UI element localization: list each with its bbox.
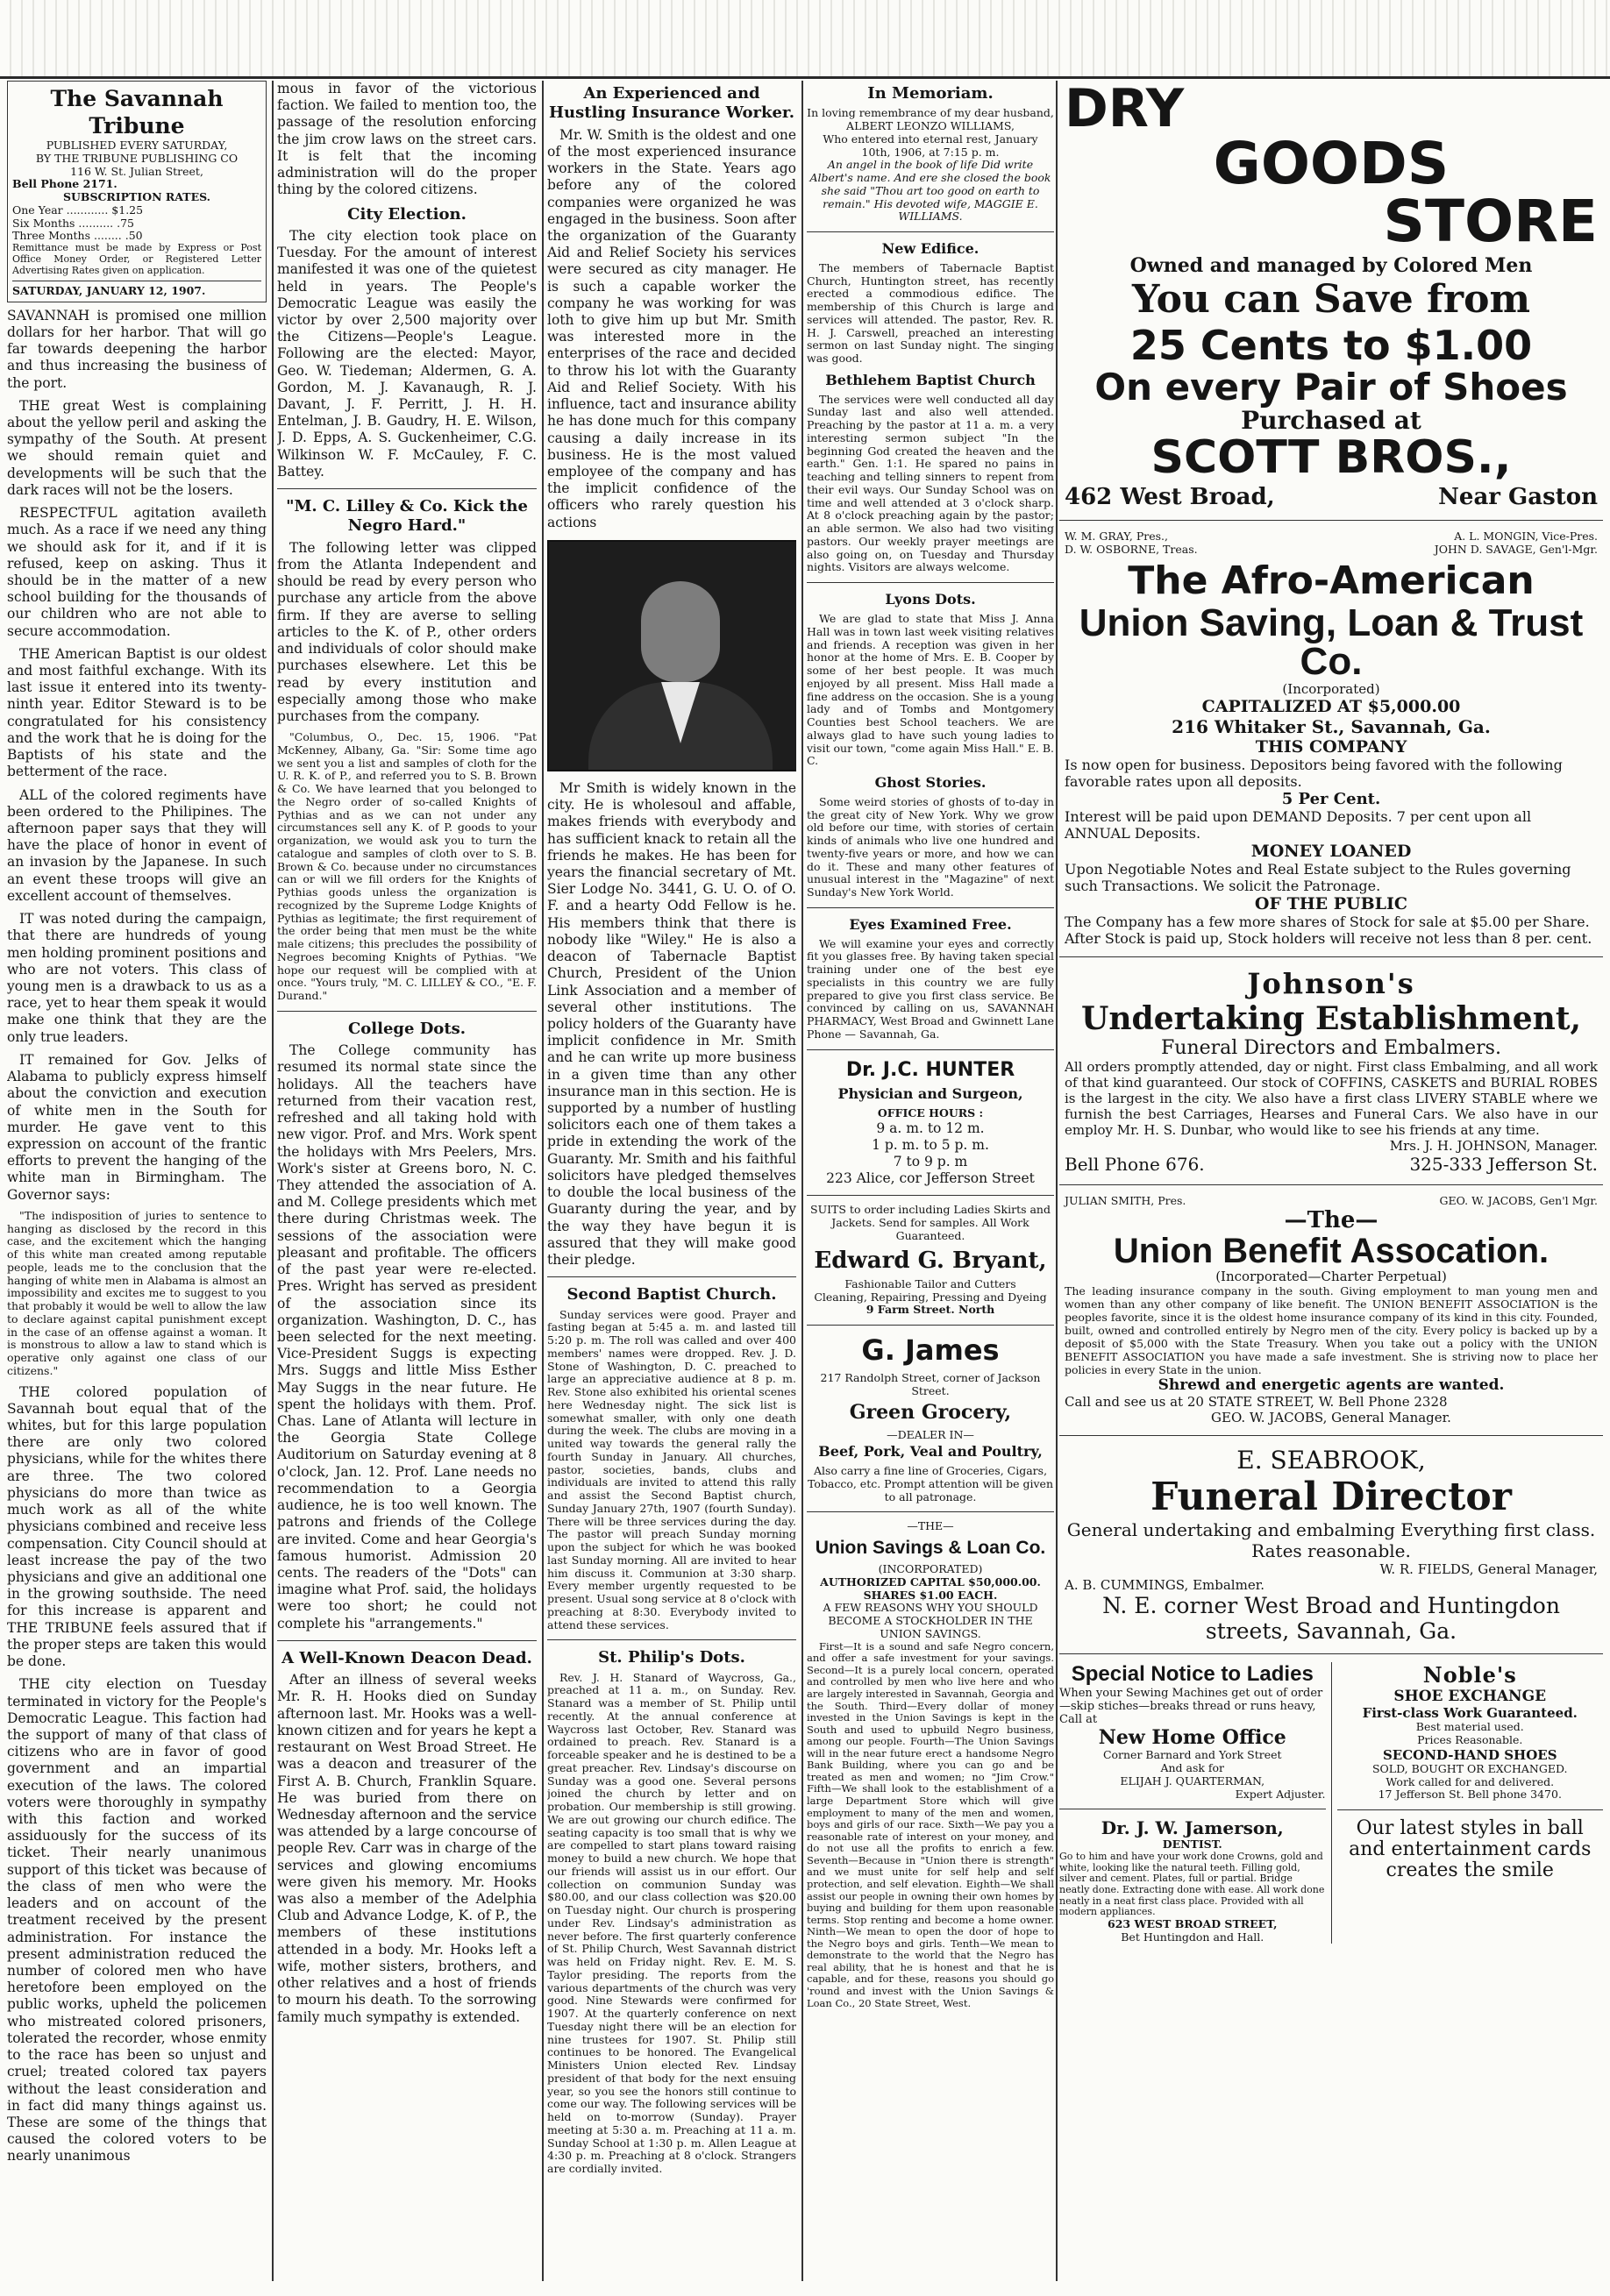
article-insurance-worker-2: Mr Smith is widely known in the city. He is wholesoul and affable, makes friends with everybody and has sufficient knack to retain all the friends he makes. He has been for years the financial secretary of Mt. Sier Lodge No. 3441, G. U. O. of O. F. and a hearty Odd Fellow is he. His members think that there is nobody like "Wiley." He is also a deacon of Tabernacle Baptist Church, President of the Union Link Association and a member of several other institutions. The policy holders of the Guaranty have implicit confidence in Mr. Smith and he can write up more business in a given time than any other insurance man in this section. He is supported by a number of hustling solicitors each one of them takes a pride in extending the work of the Guaranty. Mr. Smith and his faithful solicitors have pledged themselves to double the local business of the Guaranty during the year, and by the way they have begun it is assured that they will make good their pledge.	[547, 779, 796, 1268]
afro-stock: The Company has a few more shares of Stock for sale at $5.00 per Share. After Stock is paid up, Stock holders will receive not less than 8 per. cent.	[1065, 913, 1592, 947]
rate-six-months: Six Months .......... .75	[12, 216, 135, 230]
johnson-name: Johnson's	[1247, 966, 1415, 1000]
noble-sold: SOLD, BOUGHT OR EXCHANGED.	[1371, 1761, 1568, 1775]
hunter-address: 223 Alice, cor Jefferson Street	[826, 1170, 1035, 1187]
dry-goods-owned: Owned and managed by Colored Men	[1129, 254, 1533, 277]
afro-this-company: THIS COMPANY	[1255, 736, 1407, 757]
memoriam-date: Who entered into eternal rest, January 10th, 1906, at 7:15 p. m.	[823, 132, 1038, 159]
afro-address: 216 Whitaker St., Savannah, Ga.	[1172, 715, 1491, 737]
jamerson-address-2: Bet Huntingdon and Hall.	[1121, 1930, 1264, 1944]
union-inc: (INCORPORATED)	[878, 1562, 983, 1576]
editorial-agitation: RESPECTFUL agitation availeth much. As a race if we need any thing we should ask for it, and if it is refused, keep on asking. Thus it should be in the matter of a new school building for the thousands of our children who are not able to secure accommodation.	[7, 505, 267, 639]
hunter-hours-3: 7 to 9 p. m	[893, 1153, 968, 1169]
masthead-line1: PUBLISHED EVERY SATURDAY,	[46, 139, 228, 152]
continued-text: mous in favor of the victorious faction. We failed to mention too, the passage of the resolution enforcing the jim crow laws on the street cars. It is felt that the incoming administration will do the proper thing by the colored citizens.	[277, 81, 537, 198]
article-lyons-dots: We are glad to state that Miss J. Anna Hall was in town last week visiting relatives and friends. A reception was given in her honor at the home of Mrs. E. B. Cooper by some of her best people. It was much enjoyed by all present. Miss Hall made a fine address on the occasion. She is a young lady and of Tombs and Montgomery Counties best School teachers. We are always glad to have such young ladies to visit our town, "come again Miss Hall." E. B. C.	[807, 612, 1054, 768]
headline-ghost-stories: Ghost Stories.	[874, 774, 987, 792]
seabrook-embalmer: A. B. CUMMINGS, Embalmer.	[1065, 1577, 1264, 1594]
uba-agents: Shrewd and energetic agents are wanted.	[1158, 1376, 1505, 1395]
union-capital: AUTHORIZED CAPITAL $50,000.00.	[820, 1575, 1041, 1589]
portrait-photo	[547, 540, 796, 771]
jamerson-body: Go to him and have your work done Crowns, gold and white, looking like the natural teeth. Filling gold, silver and cement. Plates, full or partial. Bridge neatly done. Extracting done with ease. All work done neatly in a neat first class place. Provided with all modern appliances.	[1059, 1851, 1325, 1918]
afro-loan: Upon Negotiable Notes and Real Estate subject to the Rules governing such Transactions. We solicit the Patronage.	[1065, 860, 1571, 894]
article-bethlehem: The services were well conducted all day Sunday last and also well attended. Preaching by the pastor at 11 a. m. a very interesting sermon subject "In the beginning God created the heaven and the earth." Gen. 1:1. He spared no pains in teaching and telling sinners to repent from their evil ways. Our Sunday School was on time and well attended at 3 o'clock sharp. At 8 o'clock preaching again by the pastor; an able sermon. We also had two visiting pastors. Our weekly prayer meetings are also going on, on Tuesday and Thursday nights. Visitors are always welcome.	[807, 392, 1054, 574]
headline-lilley: "M. C. Lilley & Co. Kick the Negro Hard."	[286, 497, 528, 536]
editorial-gov-jelks: IT remained for Gov. Jelks of Alabama to publicly express himself about the conviction and execution of white men in the South for murder. He gave vent to this expression on account of the frantic efforts to prevent the hanging of the white man in Birmingham. The Governor says:	[7, 1051, 267, 1203]
uba-call: Call and see us at 20 STATE STREET, W. Bell Phone 2328	[1065, 1394, 1448, 1411]
headline-lyons-dots: Lyons Dots.	[885, 591, 976, 608]
memoriam-verse: An angel in the book of life Did write Albert's name. And ere she closed the book she said "Thou art too good on earth to remain." His devoted wife, MAGGIE E. WILLIAMS.	[809, 158, 1051, 224]
article-lilley-letter: "Columbus, O., Dec. 15, 1906. "Pat McKenney, Albany, Ga. "Sir: Some time ago we sent you a list and samples of cloth for the U. R. K. of P., and referred you to S. B. Brown & Co. We have learned that you belonged to the Negro order of so-called Knights of Pythias and as we can not under any circumstances sell any K. of P. goods to your organization, we would ask you to turn the catalogue and samples of cloth over to S. B. Brown & Co. because under no circumstances can or will we fill orders for the Knights of Pythias goods unless the organization is recognized by the Supreme Lodge Knights of Pythias as legitimate; the first requirement of the order being that men must be the white male citizens; this precludes the possibility of Negroes becoming Knights of Pythias. "We hope our request will be complied with at once. "Yours truly, "M. C. LILLEY & CO., "E. F. Durand."	[277, 730, 537, 1003]
noble-work: First-class Work Guaranteed.	[1362, 1705, 1578, 1722]
hunter-title: Physician and Surgeon,	[837, 1084, 1023, 1102]
afro-officer-3: D. W. OSBORNE, Treas.	[1065, 542, 1198, 556]
noble-title: SHOE EXCHANGE	[1393, 1688, 1547, 1706]
james-dealer: —DEALER IN—	[887, 1427, 974, 1441]
masthead-phone: Bell Phone 2171.	[12, 177, 118, 191]
ad-james	[807, 1333, 1054, 1503]
noble-second-hand: SECOND-HAND SHOES	[1382, 1746, 1557, 1763]
ladies-corner: Corner Barnard and York Street	[1102, 1748, 1282, 1762]
column-rule-3	[801, 81, 803, 2281]
afro-title-2: Union Saving, Loan & Trust Co.	[1079, 601, 1584, 683]
editorial-city-election: THE city election on Tuesday terminated in victory for the People's Democratic League. This faction had the support of many of that class of citizens who are in favor of good government and an impartial execution of the laws. The colored voters were thoroughly in sympathy with this faction and worked assiduously for the success of its ticket. Their nearly unanimous support of this ticket was because of the class of men who were the leaders and on account of the treatment received by the present administration. For instance the present administration reduced the number of colored men who have heretofore been employed on the public works, upheld the policemen who mistreated colored prisoners, tolerated the recorder, whose enmity to the race has been so unjust and cruel; treated colored tax payers without the least consideration and in fact did many things against us. These are some of the things that caused the colored voters to be nearly unanimous	[7, 1676, 267, 2164]
column-1	[7, 81, 267, 2281]
rate-one-year: One Year ............ $1.25	[12, 203, 144, 217]
uba-officer-2: GEO. W. JACOBS, Gen'l Mgr.	[1439, 1193, 1598, 1207]
seabrook-name: E. SEABROOK,	[1236, 1446, 1426, 1475]
bryant-name: Edward G. Bryant,	[814, 1247, 1047, 1274]
masthead-line2: BY THE TRIBUNE PUBLISHING CO	[35, 151, 239, 165]
seabrook-manager: W. R. FIELDS, General Manager,	[1379, 1561, 1598, 1578]
issue-date: SATURDAY, JANUARY 12, 1907.	[12, 283, 206, 297]
jamerson-address: 623 WEST BROAD STREET,	[1108, 1916, 1278, 1930]
seabrook-address: N. E. corner West Broad and Huntingdon streets, Savannah, Ga.	[1102, 1593, 1560, 1645]
bryant-top: SUITS to order including Ladies Skirts and Jackets. Send for samples. All Work Guaranteed.	[810, 1203, 1051, 1242]
bryant-address: 9 Farm Street. North	[866, 1303, 995, 1317]
article-st-philips: Rev. J. H. Stanard of Waycross, Ga., preached at 11 a. m., on Sunday. Rev. Stanard was a member of St. Philip until recently. At the annual conference at Waycross last October, Rev. Stanard was ordained to preach. Rev. Stanard is a forceable speaker and he is destined to be a great preacher. Rev. Lindsay's discourse on Sunday was a good one. Several persons joined the church by letter and on probation. Our membership is still growing. We are out growing our church edifice. The seating capacity is too small that is why we are compelled to start plans toward raising money to build a new church. We hope that our friends will assist us in our effort. Our collection on communion Sunday was $80.00, and our class collection was $20.00 on Tuesday night. Our church is prospering under Rev. Lindsay's administration as never before. The first quarterly conference of St. Philip Church, West Savannah district was held on Friday night. Rev. E. M. S. Taylor presiding. The reports from the various departments of the church was very good. Nine Stewards were confirmed for 1907. At the quarterly conference on next Tuesday night there will be an election for nine trustees for 1907. St. Philip still continues to be honored. The Evangelical Ministers Union elected Rev. Lindsay president of that body for the next ensuing year, so you see the honors still continue to come our way. The following services will be held on to-morrow (Sunday). Prayer meeting at 5:30 a. m. Preaching at 11 a. m. Sunday School at 1:30 p. m. Allen League at 4:30 p. m. Preaching at 8 o'clock. Strangers are cordially invited.	[547, 1670, 796, 2176]
editorial-young-men: IT was noted during the campaign, that there are hundreds of young men holding prominent positions and who are not voters. This class of young men is a drawback to us as a race, yet to hear them speak it would make one think that they are the only true leaders.	[7, 911, 267, 1045]
column-4	[807, 81, 1054, 2281]
headline-st-philips: St. Philip's Dots.	[598, 1648, 745, 1667]
hunter-name: Dr. J.C. HUNTER	[845, 1058, 1015, 1081]
seabrook-body: General undertaking and embalming Everything first class. Rates reasonable.	[1066, 1519, 1596, 1562]
hunter-hours-1: 9 a. m. to 12 m.	[876, 1120, 985, 1136]
article-eyes-examined: We will examine your eyes and correctly fit you glasses free. By having taken special training under one of the best eye specialists in this country we are fully prepared to give you first class service. Be convinced by calling on us, SAVANNAH PHARMACY, West Broad and Gwinnett Lane Phone — Savannah, Ga.	[807, 936, 1054, 1041]
bryant-line2: Cleaning, Repairing, Pressing and Dyeing	[814, 1290, 1047, 1304]
james-green: Green Grocery,	[849, 1401, 1012, 1425]
noble-prices: Prices Reasonable.	[1417, 1733, 1523, 1746]
uba-officer-1: JULIAN SMITH, Pres.	[1065, 1193, 1186, 1207]
uba-the: —The—	[1284, 1207, 1378, 1234]
ladies-head: Special Notice to Ladies	[1071, 1662, 1314, 1687]
afro-open: Is now open for business. Depositors being favored with the following favorable rates upon all deposits.	[1065, 756, 1563, 790]
headline-college-dots: College Dots.	[347, 1019, 467, 1038]
ladies-ask: And ask for	[1160, 1761, 1225, 1774]
union-shares: SHARES $1.00 EACH.	[863, 1588, 998, 1602]
james-address: 217 Randolph Street, corner of Jackson Street.	[820, 1370, 1041, 1397]
headline-new-edifice: New Edifice.	[881, 240, 980, 258]
dry-goods-address: 462 West Broad,	[1065, 484, 1275, 510]
jamerson-title: DENTIST.	[1162, 1838, 1222, 1852]
afro-money-loaned: MONEY LOANED	[1250, 841, 1412, 861]
article-ghost-stories: Some weird stories of ghosts of to-day in the great city of New York. Why we grow old before our time, with stories of certain kinds of animals who live one hundred and twenty-five years or more, and how we can do it. These and many other features of unusual interest in the "Magazine" of next Sunday's New York World.	[807, 794, 1054, 899]
ladies-adjuster: Expert Adjuster.	[1235, 1787, 1326, 1801]
top-border	[0, 0, 1610, 79]
johnson-body: All orders promptly attended, day or night. First class Embalming, and all work of that kind guaranteed. Our stock of COFFINS, CASKETS and BURIAL ROBES is the largest in the city. We also have a first class LIVERY STABLE where we furnish the best Carriages, Hearses and Funeral Cars. We also have in our employ Mr. H. S. Dunbar, who would like to see his friends at any time.	[1065, 1058, 1598, 1138]
afro-officer-2: A. L. MONGIN, Vice-Pres.	[1454, 530, 1598, 543]
dry-goods-purchased: Purchased at	[1241, 406, 1421, 435]
ad-dr-hunter	[807, 1058, 1054, 1188]
afro-interest: Interest will be paid upon DEMAND Deposits. 7 per cent upon all ANNUAL Deposits.	[1065, 807, 1532, 842]
memoriam-intro: In loving remembrance of my dear husband,	[807, 106, 1054, 120]
masthead-title: The Savannah Tribune	[50, 86, 224, 139]
editorial-gov-quote: "The indisposition of juries to sentence to hanging as disclosed by the record in this case, and the excitement which the hanging of this white man created among reputable people, leads me to the conclusion that the hanging of white men in Alabama is almost an impossibility and excites me to suggest to you that probably it would be well to allow the law to declare against capital punishment except in the case of an offense against a woman. It is monstrous to allow a law to stand which is operative only against one class of our citizens."	[7, 1208, 267, 1377]
rates-heading: SUBSCRIPTION RATES.	[62, 190, 211, 203]
headline-in-memoriam: In Memoriam.	[867, 84, 994, 103]
ad-dry-goods	[1059, 81, 1603, 512]
memoriam-name: ALBERT LEONZO WILLIAMS,	[846, 119, 1015, 133]
dry-goods-amount: 25 Cents to $1.00	[1129, 322, 1533, 369]
ad-nobles	[1331, 1662, 1604, 1944]
uba-manager: GEO. W. JACOBS, General Manager.	[1211, 1410, 1451, 1426]
bryant-line1: Fashionable Tailor and Cutters	[844, 1276, 1016, 1290]
afro-capital: CAPITALIZED AT $5,000.00	[1201, 696, 1461, 716]
noble-called: Work called for and delivered.	[1386, 1774, 1555, 1788]
hunter-hours-head: OFFICE HOURS :	[877, 1105, 984, 1120]
column-rule-4	[1056, 81, 1058, 2281]
afro-inc: (Incorporated)	[1282, 680, 1380, 697]
dry-goods-scott: SCOTT BROS.,	[1151, 431, 1512, 484]
dry-goods-shoes: On every Pair of Shoes	[1094, 366, 1568, 409]
rate-three-months: Three Months ........ .50	[12, 229, 143, 243]
afro-officer-1: W. M. GRAY, Pres.,	[1065, 530, 1169, 543]
article-college-dots: The College community has resumed its normal state since the holidays. All the teachers have returned from their vacation rest, refreshed and all taking hold with new vigor. Prof. and Mrs. Work spent the holidays with Mrs Peelers, Mrs. Work's sister at Greens boro, N. C. They attended the association of A. and M. College presidents which met there during Christmas week. The sessions of the association were pleasant and profitable. The officers of the past year were re-elected. Pres. Wright has served as president of the association since its organization. Washington, D. C., has been selected for the next meeting. Vice-President Suggs is expecting Mrs. Suggs and little Miss Esther May Suggs in the near future. He spent the holidays with them. Prof. Chas. Lane of Atlanta will lecture in the Georgia State College Auditorium on Saturday evening at 8 o'clock, Jan. 12. Prof. Lane needs no recommendation to a Georgia audience, he is too well known. The patrons and friends of the College are invited. Come and hear Georgia's famous humorist. Admission 20 cents. The readers of the "Dots" can imagine what Prof. said, the holidays were too short; he could not complete his "arrangements."	[277, 1042, 537, 1631]
johnson-title: Undertaking Establishment,	[1080, 999, 1582, 1037]
ladies-name: ELIJAH J. QUARTERMAN,	[1120, 1774, 1265, 1788]
headline-city-election: City Election.	[347, 204, 467, 224]
james-meat: Beef, Pork, Veal and Poultry,	[818, 1443, 1043, 1461]
rate-note: Remittance must be made by Express or Post Office Money Order, or Registered Letter Advertising Rates given on application.	[12, 242, 261, 276]
uba-body: The leading insurance company in the south. Giving employment to man young men and women than any other company of like benefit. The UNION BENEFIT ASSOCIATION is the peoples favorite, since it is the oldest home insurance company of its kind in this city. Founded, built, owned and controlled entirely by Negro men of the city. Every policy is backed up by a deposit of $5,000 with the State Treasury. When you take out a policy with the UNION BENEFIT ASSOCIATION you have made a safe investment. She is striving now to place her policies in every State in the union.	[1065, 1284, 1598, 1377]
ad-union-benefit	[1059, 1193, 1603, 1428]
editorial-regiments: ALL of the colored regiments have been ordered to the Philipines. The afternoon paper says that they will have the place of honor in event of an invasion by the Japanese. In such an event these troops will give an excellent account of themselves.	[7, 786, 267, 904]
ad-ladies-and-dentist	[1059, 1662, 1326, 1944]
dry-goods-near: Near Gaston	[1438, 484, 1598, 510]
article-second-baptist: Sunday services were good. Prayer and fasting began at 5:45 a. m. and lasted till 5:20 p. m. The roll was called and over 400 members' names were dropped. Rev. J. D. Stone of Washington, D. C. preached to large an appreciative audience at 8 p. m. Rev. Stone also exhibited his oriental scenes here Wednesday night. The sick list is somewhat smaller, with only one death during the week. The clubs are moving in a united way towards the general rally the fourth Sunday in January. All churches, pastor, societies, bands, clubs and individuals are invited to attend this rally and assist the Second Baptist church, Sunday January 27th, 1907 (fourth Sunday). There will be three services during the day. The pastor will preach Sunday morning upon the subject for which he was booked last Sunday morning. All are invited to hear him discuss it. Communion at 3:30 sharp. Every member urgently requested to be present. Usual song service at 8 o'clock with preaching at 8:30. Everybody invited to attend these services.	[547, 1307, 796, 1631]
ad-seabrook	[1059, 1444, 1603, 1646]
editorial-american-baptist: THE American Baptist is our oldest and most faithful exchange. With its last issue it entered into its twenty-ninth year. Editor Steward is to be congratulated for his consistency and the work that he is doing for the Baptists of his state and the betterment of the race.	[7, 645, 267, 780]
johnson-sub: Funeral Directors and Embalmers.	[1161, 1036, 1501, 1059]
headline-insurance-worker: An Experienced and Hustling Insurance Worker.	[548, 84, 795, 123]
latest-styles: Our latest styles in ball and entertainment cards creates the smile	[1349, 1817, 1592, 1882]
ad-afro-american	[1059, 529, 1603, 949]
johnson-phone: Bell Phone 676.	[1065, 1153, 1205, 1175]
editorial-physicians: THE colored population of Savannah bout equal that of the whites, but for this large population there are only two colored physicians, while for the whites there are three. The two colored physicians do more than twice as much work as all of the white physicians combined and receive less compensation. City Council should at least increase the pay of the two physicians and give an additional one in the growing southside. The need for this increase is apparent and THE TRIBUNE feels assured that if the proper steps are taken this would be done.	[7, 1383, 267, 1670]
article-new-edifice: The members of Tabernacle Baptist Church, Huntington street, has recently erected a commodious edifice. The membership of this Church is large and services will attended. The pastor, Rev. R. H. J. Carswell, preached an interesting sermon on last Sunday night. The singing was good.	[807, 260, 1054, 366]
ad-bryant	[807, 1204, 1054, 1317]
johnson-manager: Mrs. J. H. JOHNSON, Manager.	[1389, 1137, 1598, 1154]
headline-eyes-examined: Eyes Examined Free.	[849, 915, 1012, 933]
masthead	[7, 81, 267, 302]
noble-name: Noble's	[1422, 1662, 1517, 1688]
dry-goods-save: You can Save from	[1131, 277, 1531, 322]
column-rule-1	[272, 81, 274, 2281]
union-reasons: A FEW REASONS WHY YOU SHOULD BECOME A STOCKHOLDER IN THE UNION SAVINGS.	[823, 1601, 1038, 1640]
article-deacon-dead: After an illness of several weeks Mr. R. H. Hooks died on Sunday afternoon last. Mr. Hooks was a well-known citizen and for years he kept a restaurant on West Broad Street. He was a deacon and treasurer of the First A. B. Church, Franklin Square. He was buried from there on Wednesday afternoon and the service was attended by a large concourse of people Rev. Carr was in charge of the services and glowing encomiums were given his memory. Mr. Hooks was also a member of the Adelphia Club and Advance Lodge, K. of P., the members of these institutions attended in a body. Mr. Hooks left a wife, mother sisters, brothers, and other relatives and a host of friends to mourn his death. To the sorrowing family much sympathy is extended.	[277, 1672, 537, 2025]
afro-officer-4: JOHN D. SAVAGE, Gen'l-Mgr.	[1434, 542, 1598, 556]
james-name: G. James	[861, 1333, 1000, 1368]
dry-goods-store: STORE	[1383, 188, 1598, 255]
editorial-yellow-peril: THE great West is complaining about the yellow peril and asking the sympathy of the South. At present we should remain quiet and developments will be such that the dark races will not be the losers.	[7, 397, 267, 498]
ladies-office: New Home Office	[1098, 1726, 1286, 1750]
dry-goods-dry: DRY	[1065, 81, 1185, 139]
james-also: Also carry a fine line of Groceries, Cigars, Tobacco, etc. Prompt attention will be given to all patronage.	[807, 1464, 1054, 1503]
dry-goods-goods: GOODS	[1213, 130, 1450, 197]
noble-address: 17 Jefferson St. Bell phone 3470.	[1378, 1788, 1562, 1802]
union-the: —THE—	[907, 1519, 954, 1533]
headline-second-baptist: Second Baptist Church.	[566, 1285, 777, 1304]
headline-deacon-dead: A Well-Known Deacon Dead.	[281, 1648, 532, 1667]
afro-rate: 5 Per Cent.	[1281, 789, 1381, 808]
bottom-ads	[1059, 1662, 1603, 1944]
johnson-address: 325-333 Jefferson St.	[1409, 1153, 1598, 1175]
article-insurance-worker: Mr. W. Smith is the oldest and one of the most experienced insurance workers in the State. Years ago before any of the colored companies were organized he was engaged in the business. Soon after the organization of the Guaranty Aid and Relief Society his services were secured as city manager. He is such a capable worker the company he was working for was loth to give him up but Mr. Smith was interested more in the enterprises of the race and decided to throw his lot with the Guaranty Aid and Relief Society. With his influence, tact and insurance ability he has done much for this company causing a daily increase in its business. He is the most valued employee of the company and has the implicit confidence of the officers who rarely question his actions	[547, 126, 796, 530]
column-2	[277, 81, 537, 2281]
afro-public: OF THE PUBLIC	[1254, 893, 1408, 913]
union-name: Union Savings & Loan Co.	[815, 1538, 1046, 1559]
ad-union-savings	[807, 1520, 1054, 2009]
ladies-body: When your Sewing Machines get out of order—skip stiches—breaks thread or runs heavy, Call at	[1059, 1687, 1323, 1727]
seabrook-title: Funeral Director	[1151, 1475, 1512, 1520]
noble-material: Best material used.	[1415, 1720, 1524, 1734]
advertisements-column	[1059, 81, 1603, 2281]
afro-title-1: The Afro-American	[1128, 558, 1535, 603]
union-body: First—It is a sound and safe Negro concern, and offer a safe investment for your savings. Second—It is a purely local concern, operated and controlled by men who live here and who are largely interested in Savannah, Georgia and the South. Third—Every dollar of money invested in the Union Savings is kept in the South and used to upbuild Negro business, among our people. Fourth—The Union Savings will in the near future erect a handsome Negro Bank Building, where you can go and be treated as men and women; no "Jim Crow." Fifth—We shall look to the establishment of a large Department Store which will give employment to many of the men and women, boys and girls of our race. Sixth—We pay you a reasonable rate of interest on your money, and do not use all the profits to enrich a few. Seventh—Because in "Union there is strength" and we must unite for self help and self protection, and self elevation. Eighth—We shall assist our people in owning their own homes by buying and building for them upon reasonable terms. Stop renting and become a home owner. Ninth—We mean to open the door of hope to the Negro boys and girls. Tenth—We mean to demonstrate to the world that the Negro has real ability, that he is honest and that he is capable, and for these, reasons you should go 'round and invest with the Union Savings & Loan Co., 20 State Street, West.	[807, 1639, 1054, 2009]
hunter-hours-2: 1 p. m. to 5 p. m.	[872, 1136, 989, 1153]
masthead-address: 116 W. St. Julian Street,	[70, 164, 203, 178]
headline-bethlehem: Bethlehem Baptist Church	[825, 371, 1036, 388]
column-3	[547, 81, 796, 2281]
article-lilley: The following letter was clipped from the Atlanta Independent and should be read by every person who purchase any article from the above firm. If they are averse to selling articles to the K. of P., other orders and individuals of color should make purchases elsewhere. Let this be read by every institution and especially among those who make purchases from the company.	[277, 539, 537, 724]
editorial-harbor: SAVANNAH is promised one million dollars for her harbor. That will go far towards deepening the harbor and thus increasing the business of the port.	[7, 307, 267, 391]
ad-johnsons	[1059, 965, 1603, 1176]
uba-name: Union Benefit Assocation.	[1113, 1232, 1549, 1271]
uba-inc: (Incorporated—Charter Perpetual)	[1215, 1269, 1447, 1285]
column-rule-2	[542, 81, 544, 2281]
jamerson-name: Dr. J. W. Jamerson,	[1101, 1817, 1284, 1839]
article-city-election: The city election took place on Tuesday. For the amount of interest manifested it was one of the quietest held in years. The People's Democratic League was easily the victor by over 2,500 majority over the Citizens—People's League. Following are the elected: Mayor, Geo. W. Tiedeman; Aldermen, G. A. Gordon, M. J. Kavanaugh, R. J. Davant, J. F. Perritt, J. H. H. Entelman, J. B. Gaudry, H. E. Wilson, J. D. Epps, A. S. Guckenheimer, C.G. Wilkinson W. F. McCauley, F. C. Battey.	[277, 227, 537, 480]
